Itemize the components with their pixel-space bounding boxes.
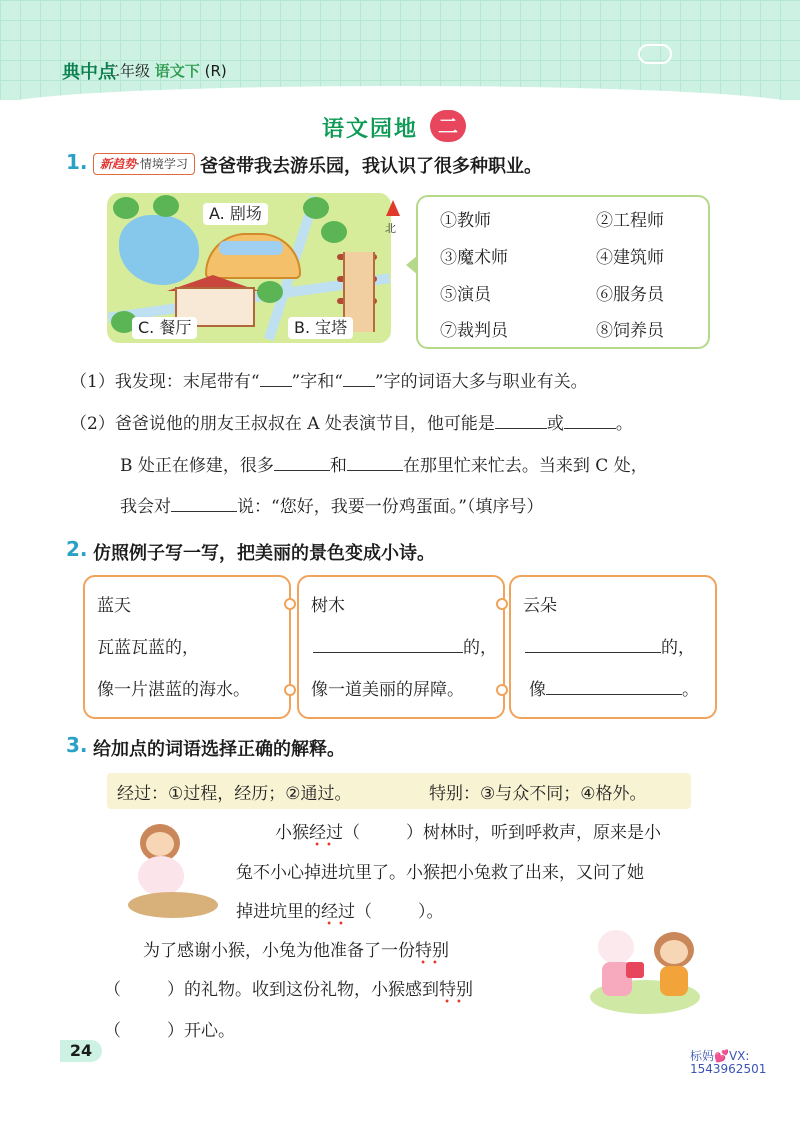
title-badge: 二 bbox=[430, 110, 466, 142]
subject-label: 语文下 bbox=[154, 62, 200, 80]
ring-connector bbox=[284, 598, 296, 610]
occupation-item: ②工程师 bbox=[596, 211, 664, 231]
sub2-text: 在那里忙来忙去。当来到 C 处， bbox=[402, 456, 648, 476]
text: 小猴 bbox=[275, 823, 309, 843]
occupation-item: ⑥服务员 bbox=[596, 285, 664, 305]
poem-line: 瓦蓝瓦蓝的， bbox=[97, 638, 199, 658]
q1-number: 1. bbox=[66, 150, 88, 174]
text: ）开心。 bbox=[167, 1021, 235, 1041]
dotted-word-tebie: 特别 bbox=[439, 980, 473, 1000]
occupation-item: ⑦裁判员 bbox=[440, 321, 508, 341]
q3-prompt: 给加点的词语选择正确的解释。 bbox=[93, 739, 345, 760]
sub2-text: 爸爸说他的朋友王叔叔在 A 处表演节目，他可能是 bbox=[114, 414, 495, 434]
watermark-line: 标妈💕VX: bbox=[690, 1049, 750, 1063]
page-title: 语文园地 bbox=[322, 117, 419, 142]
q1-prompt: 爸爸带我去游乐园，我认识了很多种职业。 bbox=[200, 156, 542, 177]
occupation-item: ⑤演员 bbox=[440, 285, 491, 305]
occupation-item: ④建筑师 bbox=[596, 248, 664, 268]
dotted-word-jingguo: 经过 bbox=[321, 902, 355, 922]
q2-number: 2. bbox=[66, 537, 88, 561]
definition-jingguo: 经过：①过程，经历；②通过。 bbox=[117, 784, 352, 804]
ring-connector bbox=[284, 684, 296, 696]
text: （ bbox=[104, 1021, 121, 1041]
answer-blank[interactable] bbox=[343, 370, 375, 387]
monkey-body bbox=[660, 966, 688, 996]
edition-label: (R) bbox=[204, 62, 227, 80]
q3-number: 3. bbox=[66, 733, 88, 757]
sub2-text: 。 bbox=[615, 414, 633, 434]
text: 为了感谢小猴，小兔为他准备了一份 bbox=[143, 941, 415, 961]
sub1-number: （1） bbox=[70, 372, 115, 392]
sub1-text-c: ”字的词语大多与职业有关。 bbox=[374, 372, 588, 392]
poem-box-clouds bbox=[509, 575, 717, 719]
page-header bbox=[0, 0, 800, 100]
text: （ bbox=[355, 902, 372, 922]
sub2-text: 说：“您好，我要一份鸡蛋面。”（填序号） bbox=[237, 497, 544, 517]
monkey-face bbox=[146, 832, 174, 856]
answer-blank[interactable] bbox=[347, 454, 403, 471]
poem-line: 。 bbox=[682, 680, 699, 700]
occupation-item: ⑧饲养员 bbox=[596, 321, 664, 341]
poem-title: 蓝天 bbox=[97, 596, 131, 616]
map-label-b: B. 宝塔 bbox=[288, 317, 353, 339]
rabbit-illustration bbox=[598, 930, 634, 964]
tree bbox=[321, 221, 347, 243]
poem-line: 像一道美丽的屏障。 bbox=[311, 680, 464, 700]
poem-title: 云朵 bbox=[523, 596, 557, 616]
sub1-text-b: ”字和“ bbox=[291, 372, 343, 392]
tree bbox=[257, 281, 283, 303]
answer-blank[interactable] bbox=[564, 412, 616, 429]
poem-box-trees bbox=[297, 575, 505, 719]
theater-roof bbox=[219, 241, 283, 255]
occupation-item: ①教师 bbox=[440, 211, 491, 231]
q3-paragraph-line: 为了感谢小猴，小兔为他准备了一份特别 •• bbox=[143, 941, 449, 969]
tree bbox=[303, 197, 329, 219]
q1-sub2-line1 bbox=[70, 409, 633, 434]
poem-line: 的， bbox=[661, 638, 695, 658]
theater-building bbox=[205, 233, 301, 279]
sub2-number: （2） bbox=[70, 414, 115, 434]
definition-tebie: 特别：③与众不同；④格外。 bbox=[429, 784, 647, 804]
answer-blank[interactable] bbox=[546, 678, 682, 695]
answer-blank[interactable] bbox=[171, 495, 237, 512]
sub2-text: 我会对 bbox=[120, 497, 171, 517]
ring-connector bbox=[496, 684, 508, 696]
q3-paragraph-line: 兔不小心掉进坑里了。小猴把小兔救了出来，又问了她 bbox=[236, 863, 644, 883]
text: 掉进坑里的 bbox=[236, 902, 321, 922]
occupation-item: ③魔术师 bbox=[440, 248, 508, 268]
tag-new: 新趋势 bbox=[100, 157, 137, 171]
gift-icon bbox=[626, 962, 644, 978]
north-label: 北 bbox=[385, 222, 396, 235]
text: （ bbox=[104, 980, 121, 1000]
text: （ bbox=[343, 823, 360, 843]
grade-subject bbox=[105, 60, 227, 81]
poem-line: 的， bbox=[463, 638, 497, 658]
book-logo: 典中点 bbox=[62, 62, 116, 83]
tree bbox=[153, 195, 179, 217]
grade-label: 二年级 bbox=[105, 62, 151, 80]
q1-sub2-line2 bbox=[120, 451, 648, 476]
sub2-text: 或 bbox=[546, 414, 564, 434]
cloud-decoration bbox=[638, 44, 672, 64]
map-label-c: C. 餐厅 bbox=[132, 317, 197, 339]
watermark-line: 1543962501 bbox=[690, 1062, 767, 1076]
answer-blank[interactable] bbox=[313, 636, 463, 653]
poem-line: 像 bbox=[529, 680, 546, 700]
rabbit-illustration bbox=[138, 856, 184, 896]
sub2-text: 和 bbox=[329, 456, 347, 476]
watermark bbox=[690, 1050, 766, 1076]
sub2-text: B 处正在修建，很多 bbox=[120, 456, 274, 476]
poem-title: 树木 bbox=[311, 596, 345, 616]
definitions-bar bbox=[107, 773, 691, 809]
q1-tag bbox=[93, 153, 195, 175]
dotted-word-tebie: 特别 bbox=[415, 941, 449, 961]
q3-paragraph-line bbox=[104, 1016, 235, 1041]
q2-prompt: 仿照例子写一写，把美丽的景色变成小诗。 bbox=[93, 543, 435, 564]
q1-sub2-line3 bbox=[120, 492, 543, 517]
q3-paragraph-line: 小猴经过 •• （ ）树林时，听到呼救声，原来是小 bbox=[275, 823, 661, 851]
text: ）。 bbox=[418, 902, 444, 922]
answer-blank[interactable] bbox=[525, 636, 661, 653]
tree bbox=[113, 197, 139, 219]
q3-paragraph-line: 掉进坑里的经过 •• （ ）。 bbox=[236, 902, 444, 930]
answer-blank[interactable] bbox=[260, 370, 292, 387]
poem-box-example bbox=[83, 575, 291, 719]
north-arrow-icon bbox=[386, 200, 400, 216]
map-label-a: A. 剧场 bbox=[203, 203, 268, 225]
poem-line: 像一片湛蓝的海水。 bbox=[97, 680, 250, 700]
sub1-text-a: 我发现：末尾带有“ bbox=[114, 372, 260, 392]
text: ）树林时，听到呼救声，原来是小 bbox=[406, 823, 661, 843]
monkey-face bbox=[660, 940, 688, 964]
answer-blank[interactable] bbox=[495, 412, 547, 429]
ring-connector bbox=[496, 598, 508, 610]
pit-illustration bbox=[128, 892, 218, 918]
answer-blank[interactable] bbox=[274, 454, 330, 471]
dotted-word-jingguo: 经过 bbox=[309, 823, 343, 843]
tag-rest: ·情境学习 bbox=[136, 157, 188, 171]
page-number: 24 bbox=[60, 1040, 102, 1062]
text: ）的礼物。收到这份礼物，小猴感到 bbox=[167, 980, 439, 1000]
q3-paragraph-line: （ ）的礼物。收到这份礼物，小猴感到特别 •• bbox=[104, 980, 473, 1008]
q1-sub1 bbox=[70, 367, 588, 392]
